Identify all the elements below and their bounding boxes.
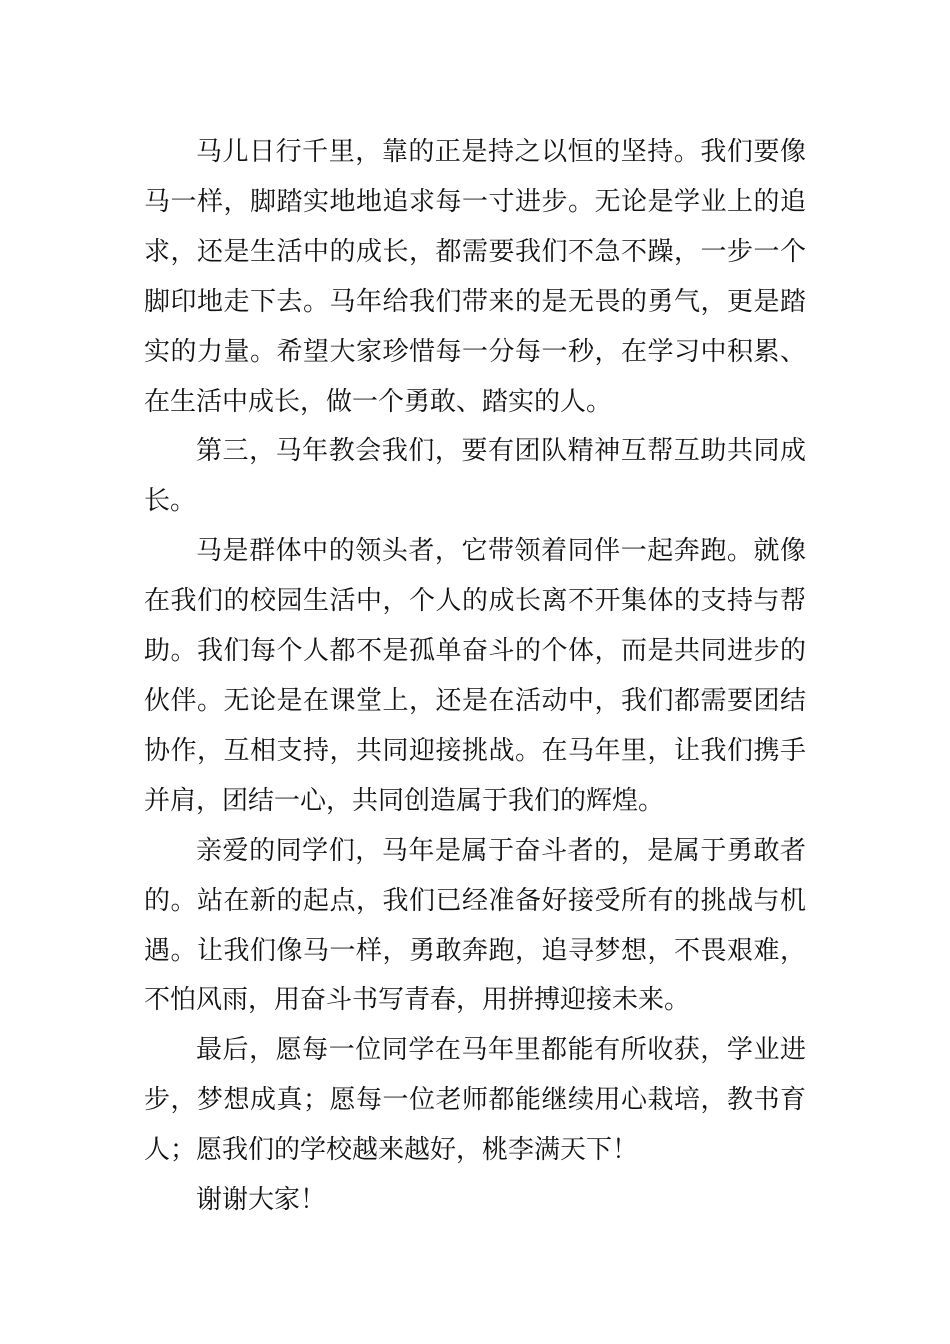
paragraph-address-students: 亲爱的同学们，马年是属于奋斗者的，是属于勇敢者的。站在新的起点，我们已经准备好接受所有的挑战与机遇。让我们像马一样，勇敢奔跑，追寻梦想，不畏艰难，不怕风雨，用奋斗书写青春，用拼搏迎接未来。 xyxy=(144,835,806,1016)
document-body xyxy=(144,128,806,1226)
paragraph-teamwork: 马是群体中的领头者，它带领着同伴一起奔跑。就像在我们的校园生活中，个人的成长离不开集体的支持与帮助。我们每个人都不是孤单奋斗的个体，而是共同进步的伙伴。无论是在课堂上，还是在活动中，我们都需要团结协作，互相支持，共同迎接挑战。在马年里，让我们携手并肩，团结一心，共同创造属于我们的辉煌。 xyxy=(144,536,806,816)
paragraph-thanks: 谢谢大家！ xyxy=(196,1185,327,1216)
paragraph-wishes: 最后，愿每一位同学在马年里都能有所收获，学业进步，梦想成真；愿每一位老师都能继续用心栽培，教书育人；愿我们的学校越来越好，桃李满天下！ xyxy=(144,1035,806,1166)
paragraph-perseverance: 马儿日行千里，靠的正是持之以恒的坚持。我们要像马一样，脚踏实地地追求每一寸进步。无论是学业上的追求，还是生活中的成长，都需要我们不急不躁，一步一个脚印地走下去。马年给我们带来的是无畏的勇气，更是踏实的力量。希望大家珍惜每一分每一秒，在学习中积累、在生活中成长，做一个勇敢、踏实的人。 xyxy=(144,137,806,417)
paragraph-third-point: 第三，马年教会我们，要有团队精神互帮互助共同成长。 xyxy=(144,436,806,517)
